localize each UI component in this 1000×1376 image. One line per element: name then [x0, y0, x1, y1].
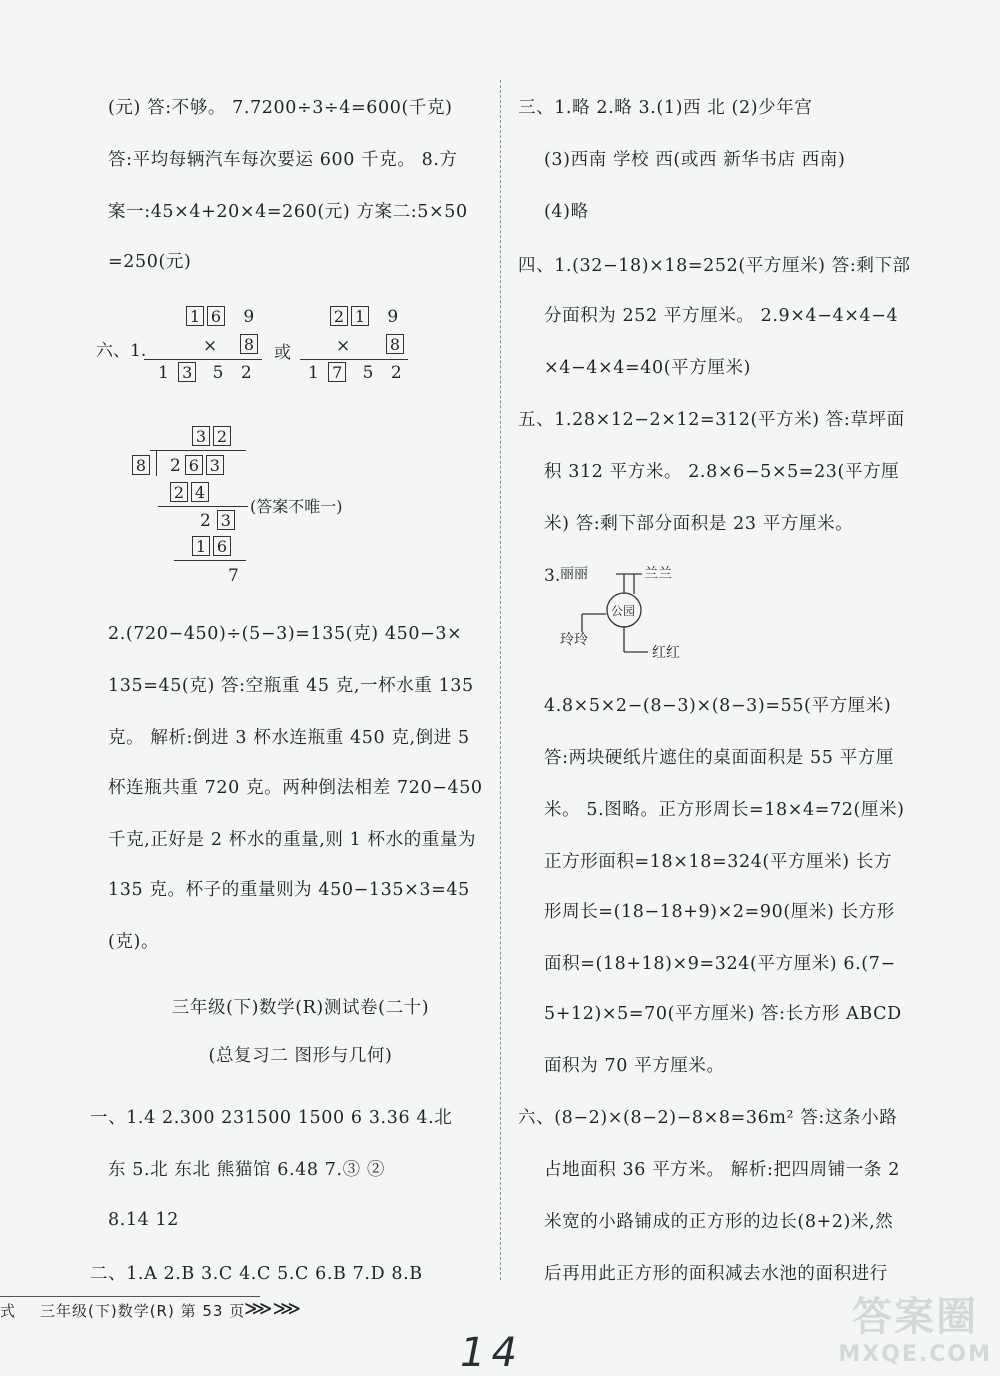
answer-box: 8 — [386, 334, 404, 354]
watermark-url: MXQE.COM — [838, 1342, 992, 1367]
underline — [144, 359, 262, 360]
step1 — [170, 482, 212, 503]
division-bracket — [156, 450, 157, 476]
text-line: 2.(720−450)÷(5−3)=135(克) 450−3× — [108, 624, 463, 644]
text-line: 三、1.略 2.略 3.(1)西 北 (2)少年宫 — [518, 98, 813, 118]
text-line: 135 克。杯子的重量则为 450−135×3=45 — [108, 880, 470, 900]
note: (答案不唯一) — [250, 497, 343, 516]
text-line: 东 5.北 东北 熊猫馆 6.48 7.③ ② — [108, 1160, 386, 1180]
digit: 1 — [158, 363, 169, 383]
text-line: 后再用此正方形的面积减去水池的面积进行 — [544, 1264, 888, 1284]
answer-box: 7 — [328, 362, 346, 382]
map-label: 3. — [544, 566, 561, 586]
text-line: (元) 答:不够。 7.7200÷3÷4=600(千克) — [108, 98, 453, 118]
map-w: 玲玲 — [560, 632, 588, 648]
answer-box: 6 — [207, 306, 225, 326]
digit: 2 — [170, 456, 181, 476]
digit: 5 — [212, 363, 224, 383]
text-line: 面积=(18+18)×9=324(平方厘米) 6.(7− — [544, 954, 896, 974]
division-bar — [150, 450, 246, 451]
text-line: 积 312 平方米。 2.8×6−5×5=23(平方厘 — [544, 462, 900, 482]
answer-box: 3 — [178, 362, 196, 382]
text-line: 一、1.4 2.300 231500 1500 6 3.36 4.北 — [90, 1108, 453, 1128]
text-line: 135=45(克) 答:空瓶重 45 克,一杯水重 135 — [108, 676, 474, 696]
digit: 9 — [243, 307, 255, 327]
answer-box: 2 — [330, 306, 348, 326]
text-line: ×4−4×4=40(平方厘米) — [544, 358, 751, 378]
answer-box: 1 — [186, 306, 204, 326]
text-line: 六、(8−2)×(8−2)−8×8=36m² 答:这条小路 — [518, 1108, 898, 1128]
step3 — [192, 536, 234, 557]
text-line: 分面积为 252 平方厘米。 2.9×4−4×4−4 — [544, 306, 899, 326]
text-line: 杯连瓶共重 720 克。两种倒法相差 720−450 — [108, 778, 483, 798]
test-title: 三年级(下)数学(R)测试卷(二十) — [171, 998, 430, 1018]
digit: 1 — [308, 363, 319, 383]
text-line: 8.14 12 — [108, 1210, 179, 1230]
answer-box: 1 — [192, 536, 210, 556]
answer-box: 8 — [132, 455, 150, 475]
quotient — [192, 426, 234, 447]
text-line: 形周长=(18−18+9)×2=90(厘米) 长方形 — [544, 902, 895, 922]
text-line: 二、1.A 2.B 3.C 4.C 5.C 6.B 7.D 8.B — [90, 1264, 423, 1284]
text-line: =250(元) — [108, 252, 192, 272]
times-sign: × — [336, 336, 351, 356]
answer-box: 3 — [206, 455, 224, 475]
section-six-label: 六、1. — [96, 341, 147, 361]
mult1-factor — [240, 334, 261, 355]
map-ne: 兰兰 — [644, 566, 672, 582]
answer-box: 1 — [351, 306, 369, 326]
digit: 2 — [200, 511, 211, 531]
text-line: 克。 解析:倒进 3 杯水连瓶重 450 克,倒进 5 — [108, 728, 470, 748]
footer-page-info: 三年级(下)数学(R) 第 53 页 — [40, 1302, 246, 1320]
underline — [158, 506, 248, 507]
answer-box: 8 — [240, 334, 258, 354]
map-se: 红红 — [652, 645, 680, 661]
dividend — [170, 455, 227, 476]
text-line: 米宽的小路铺成的正方形的边长(8+2)米,然 — [544, 1212, 894, 1232]
answer-box: 3 — [217, 510, 235, 530]
digit: 2 — [390, 363, 402, 383]
watermark — [838, 1285, 992, 1367]
step2 — [200, 510, 238, 531]
text-line: 米) 答:剩下部分面积是 23 平方厘米。 — [544, 514, 854, 534]
map-nw: 丽丽 — [560, 566, 588, 582]
test-subtitle: (总复习二 图形与几何) — [208, 1046, 393, 1066]
mult2-factor — [386, 334, 407, 355]
text-line: 案一:45×4+20×4=260(元) 方案二:5×50 — [108, 202, 468, 222]
text-line: 面积为 70 平方厘米。 — [544, 1056, 725, 1076]
mult1-result — [158, 362, 252, 383]
answer-box: 3 — [192, 426, 210, 446]
column-divider — [500, 80, 501, 1280]
text-line: 四、1.(32−18)×18=252(平方厘米) 答:剩下部 — [518, 256, 911, 276]
text-line: (3)西南 学校 西(或西 新华书店 西南) — [544, 150, 846, 170]
text-line: (4)略 — [544, 202, 589, 222]
text-line: 占地面积 36 平方米。 解析:把四周铺一条 2 — [544, 1160, 900, 1180]
underline — [174, 560, 246, 561]
mult1-top — [186, 306, 254, 327]
digit: 2 — [240, 363, 252, 383]
underline — [300, 359, 408, 360]
text-line: 千克,正好是 2 杯水的重量,则 1 杯水的重量为 — [108, 830, 477, 850]
mult2-result — [308, 362, 402, 383]
answer-box: 6 — [213, 536, 231, 556]
footer-arrows: ⋙⋙ — [244, 1296, 301, 1320]
answer-box: 6 — [185, 455, 203, 475]
text-line: (克)。 — [108, 932, 160, 952]
watermark-logo-text: 答案圈 — [852, 1294, 979, 1340]
text-line: 答:平均每辆汽车每次要运 600 千克。 8.方 — [108, 150, 458, 170]
digit: 9 — [387, 307, 399, 327]
mult2-top — [330, 306, 398, 327]
footer-rule — [0, 1296, 260, 1297]
answer-box: 2 — [213, 426, 231, 446]
or-text: 或 — [274, 343, 291, 363]
answer-box: 2 — [170, 482, 188, 502]
text-line: 4.8×5×2−(8−3)×(8−3)=55(平方厘米) — [544, 696, 892, 716]
text-line: 正方形面积=18×18=324(平方厘米) 长方 — [544, 852, 893, 872]
text-line: 米。 5.图略。正方形周长=18×4=72(厘米) — [544, 800, 905, 820]
map-center: 公园 — [611, 604, 636, 618]
remainder: 7 — [228, 566, 239, 586]
digit: 5 — [362, 363, 374, 383]
text-line: 五、1.28×12−2×12=312(平方米) 答:草坪面 — [518, 410, 905, 430]
text-line: 答:两块硬纸片遮住的桌面面积是 55 平方厘 — [544, 748, 894, 768]
direction-map — [558, 562, 738, 662]
handwritten-page-number: 14 — [460, 1330, 523, 1376]
divisor — [132, 455, 153, 476]
answer-box: 4 — [191, 482, 209, 502]
times-sign: × — [203, 336, 218, 356]
footer-left-char: 式 — [0, 1302, 16, 1320]
text-line: 5+12)×5=70(平方厘米) 答:长方形 ABCD — [544, 1004, 902, 1024]
